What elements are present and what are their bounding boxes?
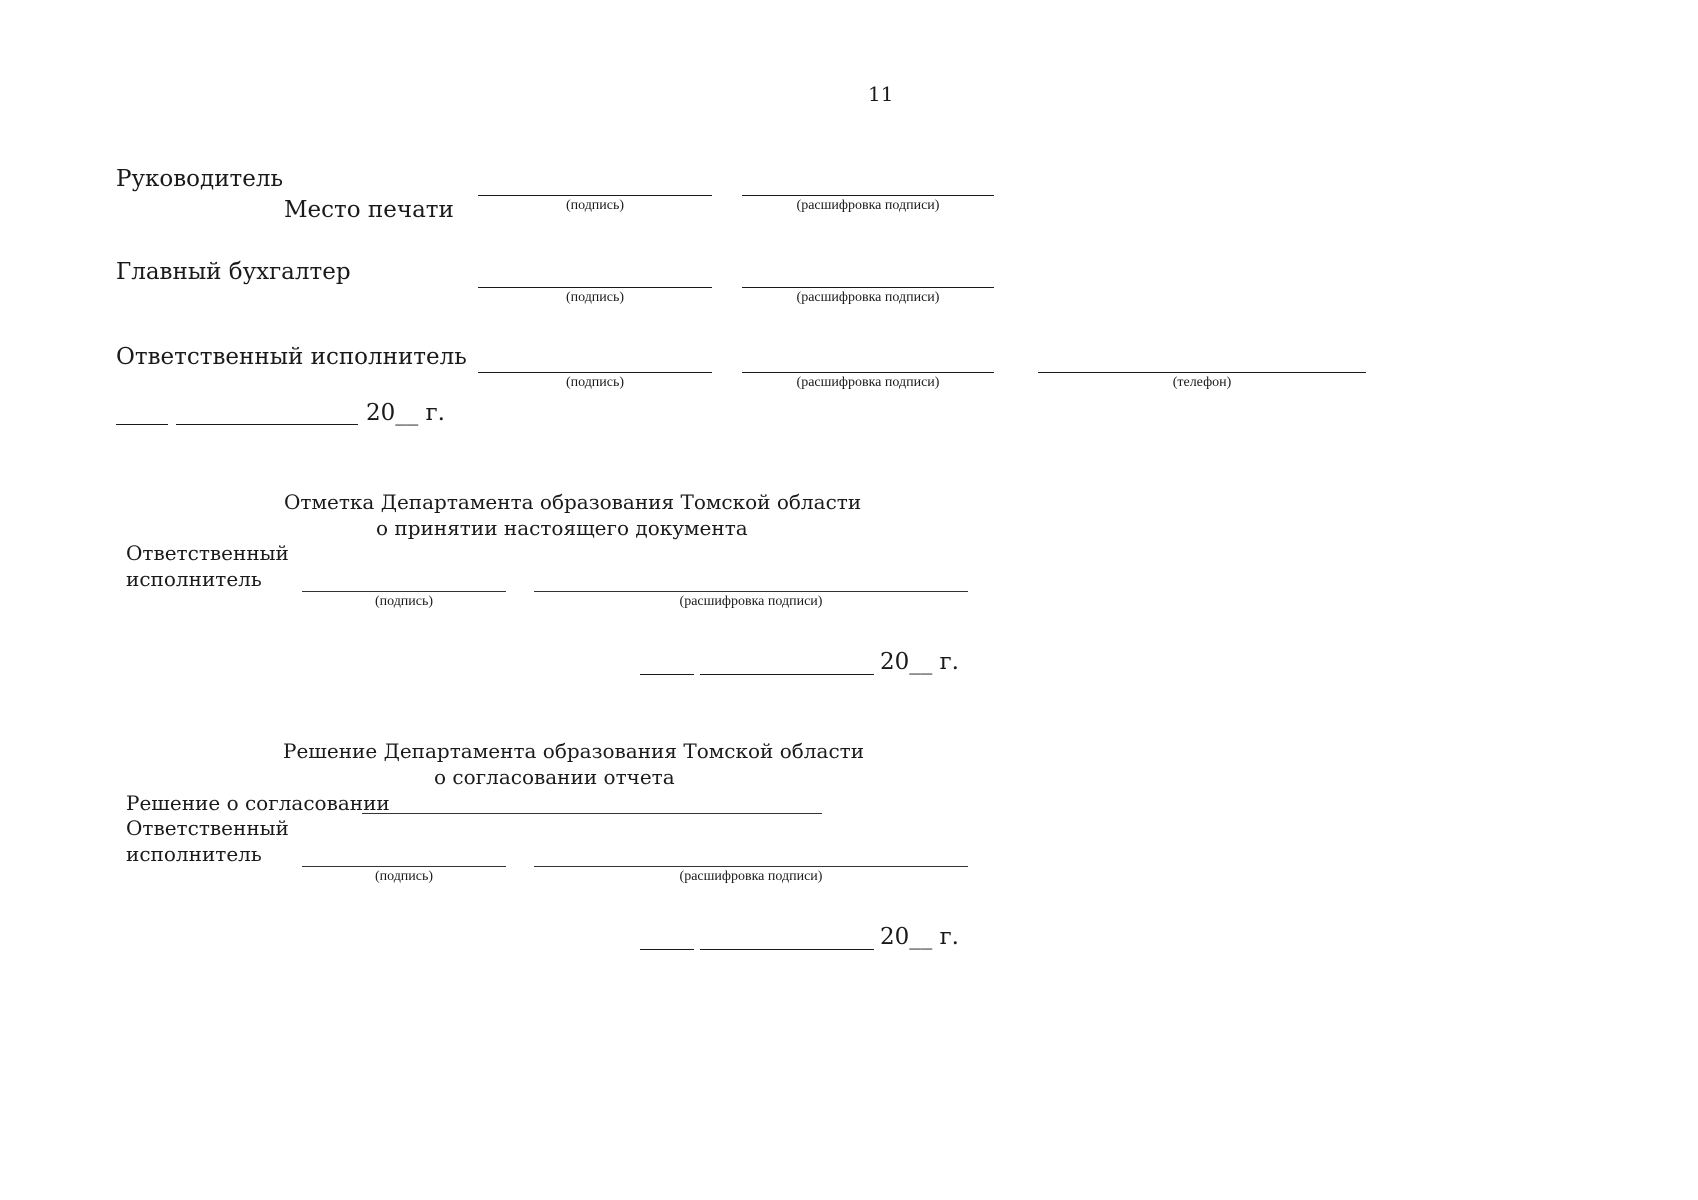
block3-title-line1: Решение Департамента образования Томской области <box>283 739 865 763</box>
label-rukovoditel: Руководитель <box>116 166 283 192</box>
block3-reshenie-label: Решение о согласовании <box>126 791 390 815</box>
block2-otv-line1: Ответственный <box>126 541 289 565</box>
block2-title-line2: о принятии настоящего документа <box>376 516 748 540</box>
label-mesto-pechati: Место печати <box>284 197 454 223</box>
signature-line-glavbuh <box>478 287 712 288</box>
date-day-line-block2 <box>640 674 694 675</box>
signature-line-block2 <box>302 591 506 592</box>
phone-line-otv <box>1038 372 1366 373</box>
caption-rasshifrovka-block3: (расшифровка подписи) <box>679 869 823 884</box>
caption-rasshifrovka-rukovoditel: (расшифровка подписи) <box>796 198 940 213</box>
date-day-line-block3 <box>640 949 694 950</box>
decryption-line-rukovoditel <box>742 195 994 196</box>
decryption-line-glavbuh <box>742 287 994 288</box>
date-year-block1: 20__ г. <box>366 400 445 426</box>
block3-otv-line1: Ответственный <box>126 816 289 840</box>
label-glavbuh: Главный бухгалтер <box>116 259 351 285</box>
signature-line-rukovoditel <box>478 195 712 196</box>
caption-rasshifrovka-otv: (расшифровка подписи) <box>796 375 940 390</box>
caption-podpis-otv: (подпись) <box>565 375 625 390</box>
block2-otv-line2: исполнитель <box>126 567 262 591</box>
date-month-line-block2 <box>700 674 874 675</box>
signature-line-block3 <box>302 866 506 867</box>
date-year-block3: 20__ г. <box>880 924 959 950</box>
caption-podpis-block3: (подпись) <box>374 869 434 884</box>
caption-podpis-glavbuh: (подпись) <box>565 290 625 305</box>
block3-otv-line2: исполнитель <box>126 842 262 866</box>
block2-title-line1: Отметка Департамента образования Томской области <box>284 490 862 514</box>
block3-title-line2: о согласовании отчета <box>434 765 675 789</box>
caption-rasshifrovka-block2: (расшифровка подписи) <box>679 594 823 609</box>
caption-rasshifrovka-glavbuh: (расшифровка подписи) <box>796 290 940 305</box>
caption-telefon-otv: (телефон) <box>1172 375 1232 390</box>
caption-podpis-rukovoditel: (подпись) <box>565 198 625 213</box>
decryption-line-otv <box>742 372 994 373</box>
signature-line-otv <box>478 372 712 373</box>
label-otv-ispolnitel: Ответственный исполнитель <box>116 344 467 370</box>
reshenie-line <box>362 813 822 814</box>
page-number: 11 <box>868 82 894 106</box>
decryption-line-block3 <box>534 866 968 867</box>
caption-podpis-block2: (подпись) <box>374 594 434 609</box>
date-year-block2: 20__ г. <box>880 649 959 675</box>
decryption-line-block2 <box>534 591 968 592</box>
date-day-line-block1 <box>116 424 168 425</box>
date-month-line-block3 <box>700 949 874 950</box>
date-month-line-block1 <box>176 424 358 425</box>
